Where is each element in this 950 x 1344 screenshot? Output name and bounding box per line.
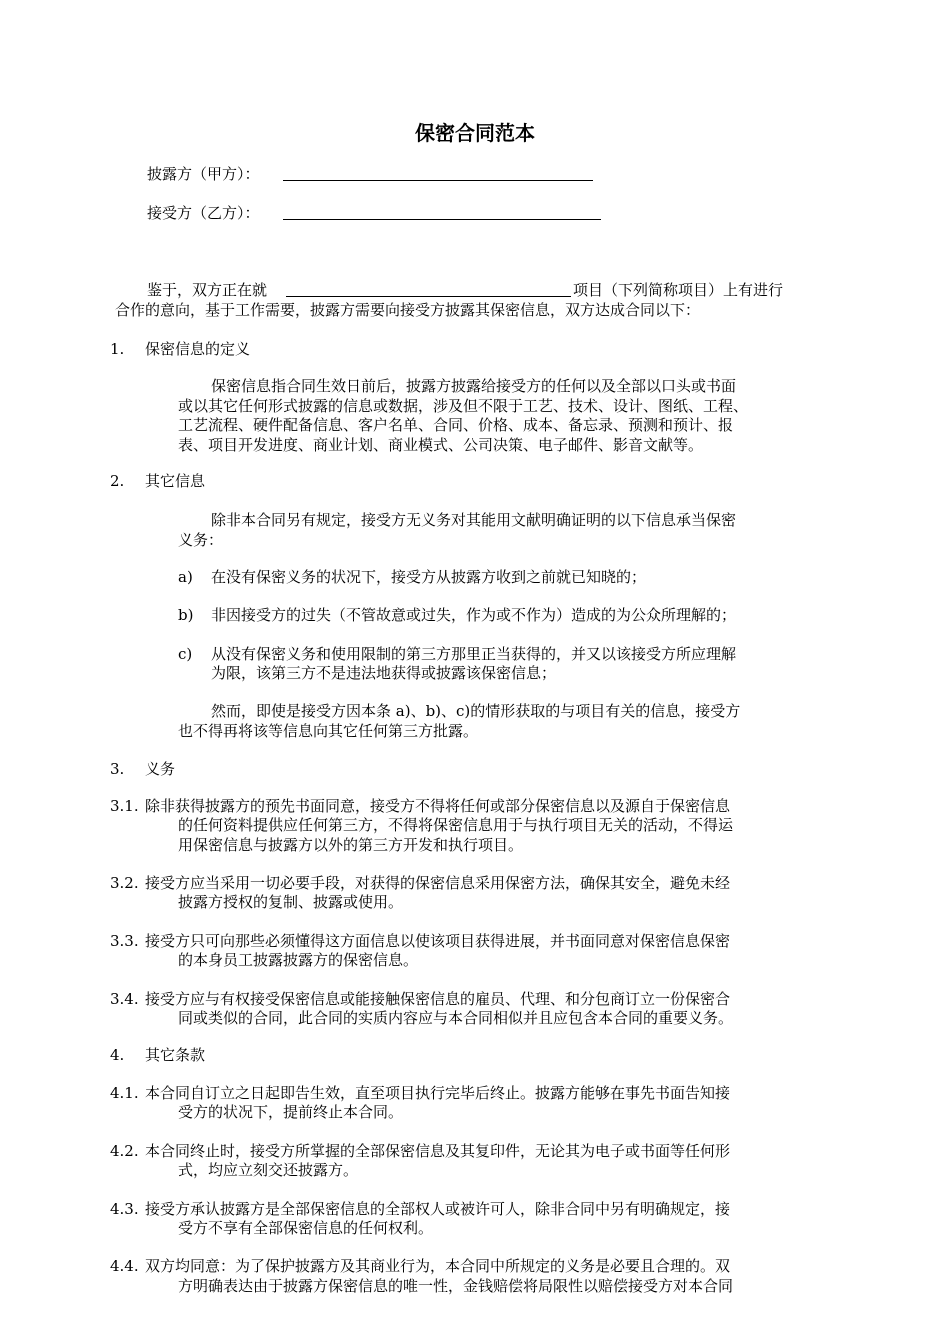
item-c-text: 为限，该第三方不是违法地获得或披露该保密信息；: [211, 664, 557, 682]
clause-4-1-number: 4.1.: [110, 1084, 139, 1102]
section-4-heading: 其它条款: [145, 1046, 206, 1064]
preamble-line-2: 合作的意向，基于工作需要，披露方需要向接受方披露其保密信息，双方达成合同以下：: [115, 301, 701, 319]
section-1-number: 1.: [110, 340, 125, 358]
section-2-heading: 其它信息: [145, 472, 206, 490]
section-1-line: 工艺流程、硬件配备信息、客户名单、合同、价格、成本、备忘录、预测和预计、报: [178, 416, 734, 434]
clause-4-1-line: 本合同自订立之日起即告生效，直至项目执行完毕后终止。披露方能够在事先书面告知接: [145, 1084, 731, 1102]
section-3-heading: 义务: [145, 760, 176, 778]
section-4-number: 4.: [110, 1046, 125, 1064]
section-2-intro-line: 除非本合同另有规定，接受方无义务对其能用文献明确证明的以下信息承当保密: [211, 511, 737, 529]
section-1-line: 表、项目开发进度、商业计划、商业模式、公司决策、电子邮件、影音文献等。: [178, 436, 704, 454]
clause-3-3-number: 3.3.: [110, 932, 139, 950]
section-1-line: 保密信息指合同生效日前后，披露方披露给接受方的任何以及全部以口头或书面: [211, 377, 737, 395]
clause-3-4-line: 接受方应与有权接受保密信息或能接触保密信息的雇员、代理、和分包商订立一份保密合: [145, 990, 731, 1008]
clause-3-1-line: 的任何资料提供应任何第三方，不得将保密信息用于与执行项目无关的活动，不得运: [178, 816, 734, 834]
clause-3-2-number: 3.2.: [110, 874, 139, 892]
item-c-label: c): [178, 645, 193, 663]
section-2-number: 2.: [110, 472, 125, 490]
clause-3-1-line: 除非获得披露方的预先书面同意，接受方不得将任何或部分保密信息以及源自于保密信息: [145, 797, 731, 815]
clause-4-4-line: 方明确表达由于披露方保密信息的唯一性，金钱赔偿将局限性以赔偿接受方对本合同: [178, 1277, 734, 1295]
clause-3-1-line: 用保密信息与披露方以外的第三方开发和执行项目。: [178, 836, 524, 854]
clause-4-2-number: 4.2.: [110, 1142, 139, 1160]
clause-3-4-number: 3.4.: [110, 990, 139, 1008]
party-a-blank-line[interactable]: [283, 180, 593, 181]
clause-3-3-line: 的本身员工披露披露方的保密信息。: [178, 951, 419, 969]
item-a-label: a): [178, 568, 193, 586]
clause-4-3-line: 接受方承认披露方是全部保密信息的全部权人或被许可人，除非合同中另有明确规定，接: [145, 1200, 731, 1218]
clause-4-4-number: 4.4.: [110, 1257, 139, 1275]
preamble-line-1-start: 鉴于，双方正在就: [147, 281, 268, 299]
section-2-closing-line: 也不得再将该等信息向其它任何第三方批露。: [178, 722, 479, 740]
clause-4-3-line: 受方不享有全部保密信息的任何权利。: [178, 1219, 434, 1237]
party-a-label: 披露方（甲方）：: [147, 165, 260, 183]
item-b-label: b): [178, 606, 194, 624]
clause-3-2-line: 披露方授权的复制、披露或使用。: [178, 893, 404, 911]
clause-4-1-line: 受方的状况下，提前终止本合同。: [178, 1103, 404, 1121]
clause-3-4-line: 同或类似的合同，此合同的实质内容应与本合同相似并且应包含本合同的重要义务。: [178, 1009, 734, 1027]
party-b-blank-line[interactable]: [283, 219, 601, 220]
item-b-text: 非因接受方的过失（不管故意或过失，作为或不作为）造成的为公众所理解的；: [211, 606, 737, 624]
item-c-text: 从没有保密义务和使用限制的第三方那里正当获得的，并又以该接受方所应理解: [211, 645, 737, 663]
clause-4-2-line: 本合同终止时，接受方所掌握的全部保密信息及其复印件，无论其为电子或书面等任何形: [145, 1142, 731, 1160]
section-2-closing-line: 然而，即使是接受方因本条 a)、b)、c)的情形获取的与项目有关的信息，接受方: [211, 702, 741, 720]
party-b-label: 接受方（乙方）：: [147, 204, 260, 222]
section-1-heading: 保密信息的定义: [145, 340, 251, 358]
clause-3-3-line: 接受方只可向那些必须懂得这方面信息以使该项目获得进展，并书面同意对保密信息保密: [145, 932, 731, 950]
clause-4-3-number: 4.3.: [110, 1200, 139, 1218]
section-1-line: 或以其它任何形式披露的信息或数据，涉及但不限于工艺、技术、设计、图纸、工程、: [178, 397, 749, 415]
clause-3-1-number: 3.1.: [110, 797, 139, 815]
clause-4-4-line: 双方均同意：为了保护披露方及其商业行为，本合同中所规定的义务是必要且合理的。双: [145, 1257, 731, 1275]
project-blank-line[interactable]: [286, 296, 571, 297]
section-3-number: 3.: [110, 760, 125, 778]
clause-4-2-line: 式，均应立刻交还披露方。: [178, 1161, 359, 1179]
preamble-line-1-end: 项目（下列简称项目）上有进行: [573, 281, 784, 299]
clause-3-2-line: 接受方应当采用一切必要手段，对获得的保密信息采用保密方法，确保其安全，避免未经: [145, 874, 731, 892]
section-2-intro-line: 义务：: [178, 531, 224, 549]
item-a-text: 在没有保密义务的状况下，接受方从披露方收到之前就已知晓的；: [211, 568, 647, 586]
document-title: 保密合同范本: [415, 121, 535, 145]
